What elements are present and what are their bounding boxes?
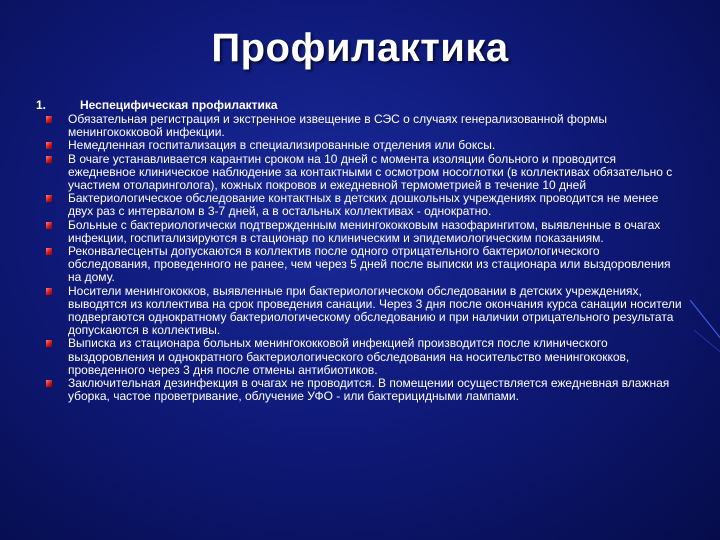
list-item-text: Больные с бактериологически подтвержденным менингококковым назофарингитом, выявленные в очагах инфекции, госпитализируются в стационар по клиническим и эпидемиологическим показаниям. — [68, 217, 661, 245]
list-item-text: Реконвалесценты допускаются в коллектив после одного отрицательного бактериологического обследования, проведенного не ранее, чем через 5 дней после выписки из стационара или выздоровления на дому. — [68, 244, 671, 285]
list-item-text: Заключительная дезинфекция в очагах не проводится. В помещении осуществляется ежедневная влажная уборка, частое проветривание, облучение УФО - или бактерицидными лампами. — [68, 376, 670, 404]
slide-content — [36, 98, 684, 404]
section-title: Неспецифическая профилактика — [80, 98, 278, 112]
list-item-text: Выписка из стационара больных менингококковой инфекцией производится после клинического выздоровления и однократного бактериологического обследования на носительство менингококков, проведенного через 3 дня после отмены антибиотиков. — [68, 336, 630, 377]
bullet-list — [44, 113, 684, 403]
list-item-text: Обязательная регистрация и экстренное извещение в СЭС о случаях генерализованной формы менингококковой инфекции. — [68, 112, 608, 140]
list-item-text: В очаге устанавливается карантин сроком на 10 дней с момента изоляции больного и проводится ежедневное клиническое наблюдение за контактными с осмотром носоглотки (в коллективах обязательно с участием отоларинголога), кожных покровов и ежедневной термометрией в течение 10 дней — [68, 151, 673, 193]
section-number: 1. — [36, 98, 47, 112]
section-heading — [36, 98, 684, 113]
bullet-icon — [46, 340, 52, 347]
bullet-icon — [46, 248, 52, 255]
bullet-icon — [46, 156, 52, 163]
bullet-icon — [46, 222, 52, 229]
bullet-icon — [46, 380, 52, 387]
list-item — [44, 139, 684, 152]
bullet-icon — [46, 142, 52, 149]
list-item — [44, 153, 684, 193]
decorative-line — [690, 300, 720, 360]
list-item — [44, 219, 684, 245]
list-item — [44, 285, 684, 338]
list-item — [44, 113, 684, 139]
list-item — [44, 192, 684, 218]
list-item-text: Немедленная госпитализация в специализированные отделения или боксы. — [68, 138, 496, 153]
list-item-text: Носители менингококков, выявленные при бактериологическом обследовании в детских учреждениях, выводятся из коллектива на срок проведения санации. Через 3 дня после окончания курса санации носители подвергаются однократному бактериологическому обследованию и при наличии отрицательного результата допускаются в коллективы. — [68, 283, 682, 338]
slide-title: Профилактика — [211, 26, 509, 70]
list-item — [44, 245, 684, 285]
list-item — [44, 337, 684, 377]
bullet-icon — [46, 116, 52, 123]
list-item — [44, 377, 684, 403]
list-item-text: Бактериологическое обследование контактных в детских дошкольных учреждениях проводится не менее двух раз с интервалом в 3-7 дней, а в остальных коллективах - однократно. — [68, 191, 659, 219]
bullet-icon — [46, 288, 52, 295]
bullet-icon — [46, 195, 52, 202]
